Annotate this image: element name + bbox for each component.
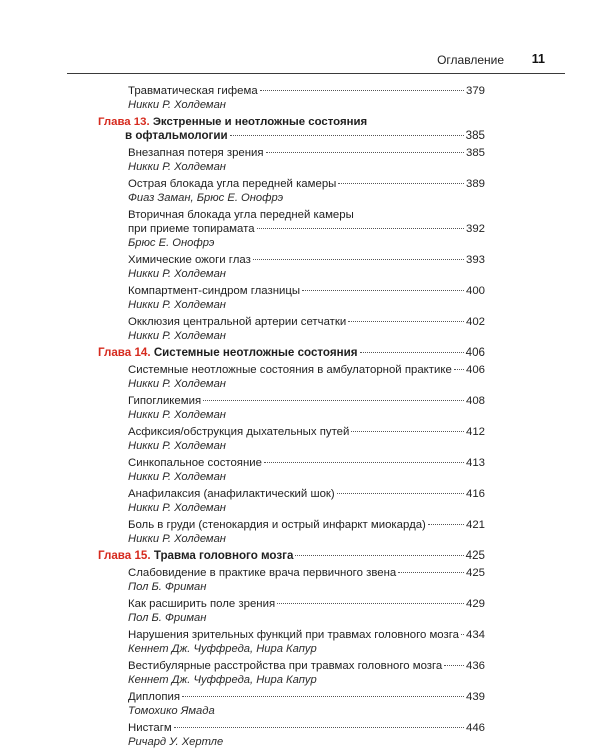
toc-entry-page: 379 [465, 85, 485, 97]
toc-entry-author: Никки Р. Холдеман [128, 440, 226, 452]
toc-entry-title: Вестибулярные расстройства при травмах головного мозга [128, 660, 443, 672]
toc-entry-author: Кеннет Дж. Чуффреда, Нира Капур [128, 643, 317, 655]
toc-entry-title: Асфиксия/обструкция дыхательных путей [128, 426, 350, 438]
toc-entry-author: Томохико Ямада [128, 705, 215, 717]
toc-entry[interactable] [128, 284, 485, 312]
leader-dots [360, 352, 464, 353]
leader-dots [253, 259, 464, 260]
toc-chapter[interactable] [98, 549, 485, 563]
toc-entry-page: 421 [465, 519, 485, 531]
toc-entry-title: Химические ожоги глаз [128, 254, 251, 266]
toc-entry-page: 392 [465, 223, 485, 235]
toc-entry[interactable] [128, 690, 485, 718]
chapter-page: 425 [465, 549, 485, 562]
toc-entry-page: 425 [465, 567, 485, 579]
toc-entry-title: Боль в груди (стенокардия и острый инфаркт миокарда) [128, 519, 426, 531]
toc-entry-title: Слабовидение в практике врача первичного звена [128, 567, 397, 579]
toc-entry-author: Никки Р. Холдеман [128, 161, 226, 173]
leader-dots [266, 152, 464, 153]
toc-entry-author: Пол Б. Фриман [128, 581, 207, 593]
page-number: 11 [531, 52, 545, 66]
toc-entry-title: Синкопальное состояние [128, 457, 262, 469]
toc-entry-author: Никки Р. Холдеман [128, 268, 226, 280]
toc-entry[interactable] [128, 425, 485, 453]
toc-entry-title-cont: при приеме топирамата [128, 223, 255, 235]
toc-entry-author: Никки Р. Холдеман [128, 99, 226, 111]
leader-dots [348, 321, 464, 322]
toc-entry-title: Окклюзия центральной артерии сетчатки [128, 316, 347, 328]
leader-dots [203, 400, 464, 401]
leader-dots [454, 369, 464, 370]
toc-entry[interactable] [128, 177, 485, 205]
leader-dots [398, 572, 464, 573]
toc-chapter[interactable] [98, 115, 485, 143]
toc-entry-page: 439 [465, 691, 485, 703]
leader-dots [257, 228, 464, 229]
toc-entry[interactable] [128, 487, 485, 515]
toc-entry-title: Нистагм [128, 722, 172, 734]
toc-entry[interactable] [128, 146, 485, 174]
toc-entry-title: Анафилаксия (анафилактический шок) [128, 488, 335, 500]
toc-entry-author: Кеннет Дж. Чуффреда, Нира Капур [128, 674, 317, 686]
toc-entry-title: Травматическая гифема [128, 85, 258, 97]
toc-entry[interactable] [128, 84, 485, 112]
toc-entry-page: 434 [465, 629, 485, 641]
leader-dots [302, 290, 464, 291]
toc-entry-page: 408 [465, 395, 485, 407]
toc-entry-page: 413 [465, 457, 485, 469]
toc-entry[interactable] [128, 456, 485, 484]
toc-entry-author: Никки Р. Холдеман [128, 330, 226, 342]
toc-entry-title: Как расширить поле зрения [128, 598, 276, 610]
chapter-number: Глава 13. [98, 116, 150, 128]
table-of-contents [0, 84, 600, 752]
leader-dots [277, 603, 464, 604]
toc-entry-page: 389 [465, 178, 485, 190]
leader-dots [230, 135, 464, 136]
leader-dots [182, 696, 464, 697]
toc-entry-title: Вторичная блокада угла передней камеры [128, 209, 354, 221]
toc-entry-page: 402 [465, 316, 485, 328]
chapter-number: Глава 14. [98, 346, 151, 359]
leader-dots [444, 665, 464, 666]
toc-entry[interactable] [128, 659, 485, 687]
leader-dots [174, 727, 464, 728]
chapter-number: Глава 15. [98, 549, 151, 562]
chapter-title: Системные неотложные состояния [153, 346, 358, 359]
toc-entry[interactable] [128, 628, 485, 656]
leader-dots [295, 555, 463, 556]
toc-entry-author: Пол Б. Фриман [128, 612, 207, 624]
toc-entry-page: 400 [465, 285, 485, 297]
chapter-title: Экстренные и неотложные состояния [152, 116, 368, 128]
leader-dots [260, 90, 464, 91]
toc-entry-author: Никки Р. Холдеман [128, 409, 226, 421]
toc-entry-title: Диплопия [128, 691, 181, 703]
toc-entry-title: Внезапная потеря зрения [128, 147, 264, 159]
leader-dots [351, 431, 464, 432]
toc-entry[interactable] [128, 394, 485, 422]
toc-entry-author: Никки Р. Холдеман [128, 471, 226, 483]
toc-entry[interactable] [128, 315, 485, 343]
toc-entry-page: 385 [465, 147, 485, 159]
toc-entry[interactable] [128, 208, 485, 250]
toc-entry[interactable] [128, 597, 485, 625]
toc-entry-page: 436 [465, 660, 485, 672]
toc-entry-author: Брюс Е. Онофрэ [128, 237, 215, 249]
toc-entry[interactable] [128, 253, 485, 281]
toc-entry-page: 412 [465, 426, 485, 438]
chapter-page: 406 [465, 346, 485, 359]
leader-dots [428, 524, 464, 525]
toc-entry-author: Никки Р. Холдеман [128, 378, 226, 390]
toc-entry-page: 446 [465, 722, 485, 734]
toc-entry-author: Никки Р. Холдеман [128, 533, 226, 545]
leader-dots [264, 462, 464, 463]
toc-entry[interactable] [128, 566, 485, 594]
toc-entry[interactable] [128, 721, 485, 749]
chapter-page: 385 [465, 129, 485, 142]
toc-entry-page: 406 [465, 364, 485, 376]
toc-entry-page: 393 [465, 254, 485, 266]
toc-entry-author: Никки Р. Холдеман [128, 502, 226, 514]
toc-entry-title: Нарушения зрительных функций при травмах головного мозга [128, 629, 459, 641]
toc-entry[interactable] [128, 518, 485, 546]
chapter-title: Травма головного мозга [153, 549, 294, 562]
toc-entry-author: Фиаз Заман, Брюс Е. Онофрэ [128, 192, 284, 204]
toc-entry[interactable] [128, 363, 485, 391]
chapter-title-cont: в офтальмологии [125, 129, 228, 142]
header-rule [67, 73, 565, 74]
toc-entry-author: Ричард У. Хертле [128, 736, 224, 748]
toc-entry-page: 416 [465, 488, 485, 500]
toc-entry-title: Гипогликемия [128, 395, 202, 407]
toc-entry-title: Острая блокада угла передней камеры [128, 178, 337, 190]
toc-entry-title: Системные неотложные состояния в амбулаторной практике [128, 364, 452, 376]
toc-entry-title: Компартмент-синдром глазницы [128, 285, 301, 297]
toc-entry-page: 429 [465, 598, 485, 610]
leader-dots [337, 493, 464, 494]
leader-dots [338, 183, 464, 184]
toc-chapter[interactable] [98, 346, 485, 360]
toc-entry-author: Никки Р. Холдеман [128, 299, 226, 311]
running-header [0, 46, 600, 76]
leader-dots [461, 634, 464, 635]
running-header-title: Оглавление [437, 53, 504, 67]
